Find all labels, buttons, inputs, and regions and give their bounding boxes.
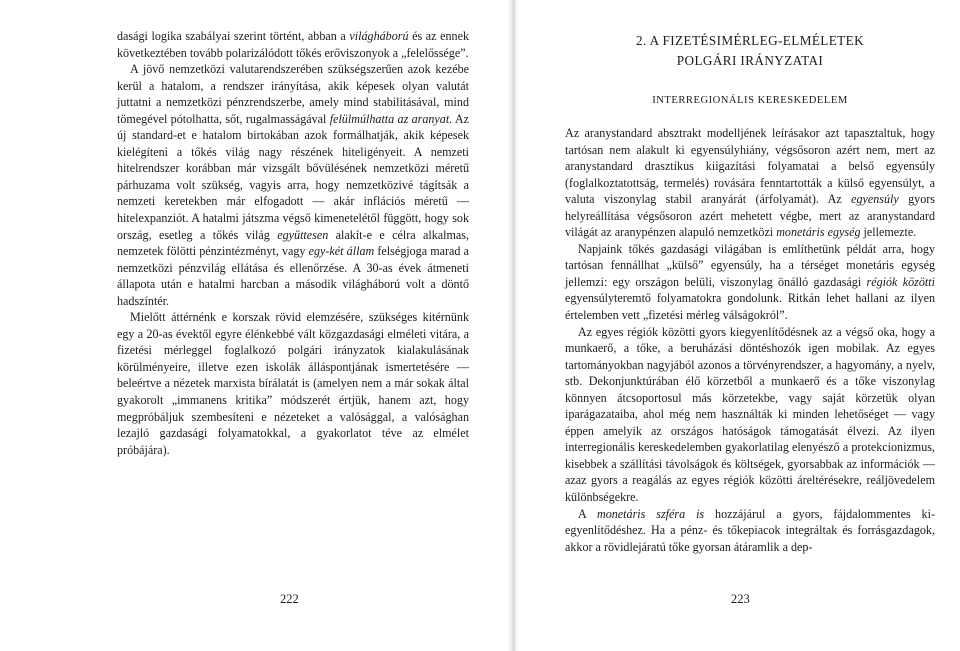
paragraph [117, 309, 469, 458]
italic-text: monetáris egység [776, 225, 861, 240]
text-run: jellemezte. [860, 225, 917, 240]
text-run: dasági logika szabályai szerint történt, abban a [117, 29, 350, 43]
italic-text: együttesen [277, 227, 329, 242]
chapter-title-line-1: 2. A FIZETÉSIMÉRLEG-ELMÉLETEK [635, 33, 865, 48]
paragraph [565, 125, 935, 241]
right-page [518, 0, 960, 651]
chapter-title [565, 31, 935, 71]
text-run: A [578, 506, 597, 521]
left-page-body [117, 28, 469, 458]
text-run: Az új standard-et e hatalom birtokában azok formálhatják, akik képesek kielégíteni a tőkés világ nagy részének hiteligényeit. A nemzeti hitelrendszer korábban már vizsgált bővülésének nemzetközi méretű párhuzama volt szükség, vagyis arra, hogy nemzetközivé tágítsák a nemzeti keretekben már elfogadott — akár inflációs méretű —hitelexpanziót. A hatalmi játszma végső kimenetelétől függött, hogy sok ország, esetleg a tőkés világ [117, 111, 469, 242]
paragraph [117, 28, 469, 61]
text-run: A jövő nemzetközi valutarendszerében szükségszerűen azok kezébe kerül a hatalom, a rendszer irányítása, akik képesek olyan valutát juttatni a nemzetközi pénzrendszerbe, amely mind stabilitásával, mind tömegével pótolhatta, sőt, rugalmasságával [117, 62, 469, 126]
text-run: Az aranystandard absztrakt modelljének leírásakor azt tapasztaltuk, hogy tartósan nem alakult ki egyensúlyhiány, végsősoron azért nem, mert az aranystandard drasztikus kiigazítási folyamatai a belső egyensúly (foglalkoztatottság, termelés) rovására fenntartották a külső egyensúlyt, a valuta viszonylag stabil aranyárát (árfolyamát). Az [565, 126, 935, 207]
italic-text: egyensúly [851, 192, 899, 207]
paragraph [117, 61, 469, 309]
italic-text: felülmúlhatta az aranyat. [329, 111, 453, 126]
paragraph [565, 241, 935, 324]
italic-text: régiók közötti [866, 274, 935, 289]
text-run: alakít-e e célra alkalmas, nemzetek fölötti pénzintézményt, vagy [117, 227, 469, 259]
text-run: felségjoga marad a nemzetközi pénzvilág ellátása és ellenőrzése. A 30-as évek átmeneti állapota után e hatalmi harcban a második világháború volt a döntő hadszíntér. [117, 244, 469, 308]
text-run: hozzájárul a gyors, fájdalommentes kiegyenlítődéshez. Ha a pénz- és tőkepiacok integráltak és forrásgazdagok, akkor a rövidlejáratú tőke gyorsan átáramlik a dep- [565, 506, 935, 554]
text-run: egyensúlyteremtő folyamatokra gondolunk. Ritkán lehet hallani az ilyen értelemben vett „fizetési mérleg válságokról”. [565, 291, 935, 323]
chapter-title-line-2: POLGÁRI IRÁNYZATAI [676, 53, 824, 68]
text-run: Az egyes régiók közötti gyors kiegyenlítődésnek az a végső oka, hogy a munkaerő, a tőke, a beruházási döntéshozók igen mobilak. Az egyes tartományokban nagyjából azonos a törvényrendszer, a hagyomány, a nyelv, stb. Dekonjunktúrában élő körzetből a munkaerő és a tőke viszonylag könnyen átcsoportosul más körzetekbe, vagy saját körzetük olyan iparágazataiba, ahol még nem használták ki minden lehetőséget — vagy éppen amelyik az országos hatóságok támogatását élvezi. Az ilyen interregionális kereskedelemben gyakorlatilag elenyésző a protekcionizmus, kisebbek a szállítási távolságok és költségek, gyorsabbak az információk — azaz gyors a reagálás az egyes régiók közötti áreltérésekre, reáljövedelem különbségekre. [565, 324, 935, 505]
section-title: INTERREGIONÁLIS KERESKEDELEM [652, 95, 848, 106]
left-page-number: 222 [280, 592, 299, 606]
paragraph [565, 506, 935, 556]
paragraph [565, 324, 935, 506]
right-page-body [565, 125, 935, 555]
book-gutter [508, 0, 518, 651]
text-run: Napjaink tőkés gazdasági világában is említhetünk példát arra, hogy tartósan fennállhat „külső” egyensúly, ha a térséget monetáris egység jellemzi: egy országon belüli, viszonylag önálló gazdasági [565, 241, 935, 289]
text-run: Mielőtt áttérnénk e korszak rövid elemzésére, szükséges kitérnünk egy a 20-as évektől egyre élénkebbé vált közgazdasági elméleti vitára, a fizetési mérleggel foglalkozó polgári irányzatok kialakulásának körülményeire, illetve ezen iskolák álláspontjának ismertetésére — beleértve a nézetek marxista bírálatát is (amelyen nem a már sokak által gyakorolt „immanens kritika” módszerét értjük, hanem azt, hogy megpróbáljuk szembesíteni e nézeteket a valósággal, a valósághan lezajló gazdasági folyamatokkal, a gyakorlatot téve az elmélet próbájára). [117, 310, 469, 457]
italic-text: egy-két állam [308, 244, 375, 259]
text-run: gyors helyreállítása végsősoron azért mehetett végbe, mert az aranystandard világát az aranypénzen alapuló nemzetközi [565, 192, 935, 240]
text-run: és az ennek következtében tovább polarizálódott tőkés erőviszonyok a „felelőssége”. [117, 29, 469, 60]
italic-text: világháború [349, 29, 409, 43]
italic-text: monetáris szféra is [596, 506, 705, 521]
right-page-number: 223 [731, 592, 750, 606]
